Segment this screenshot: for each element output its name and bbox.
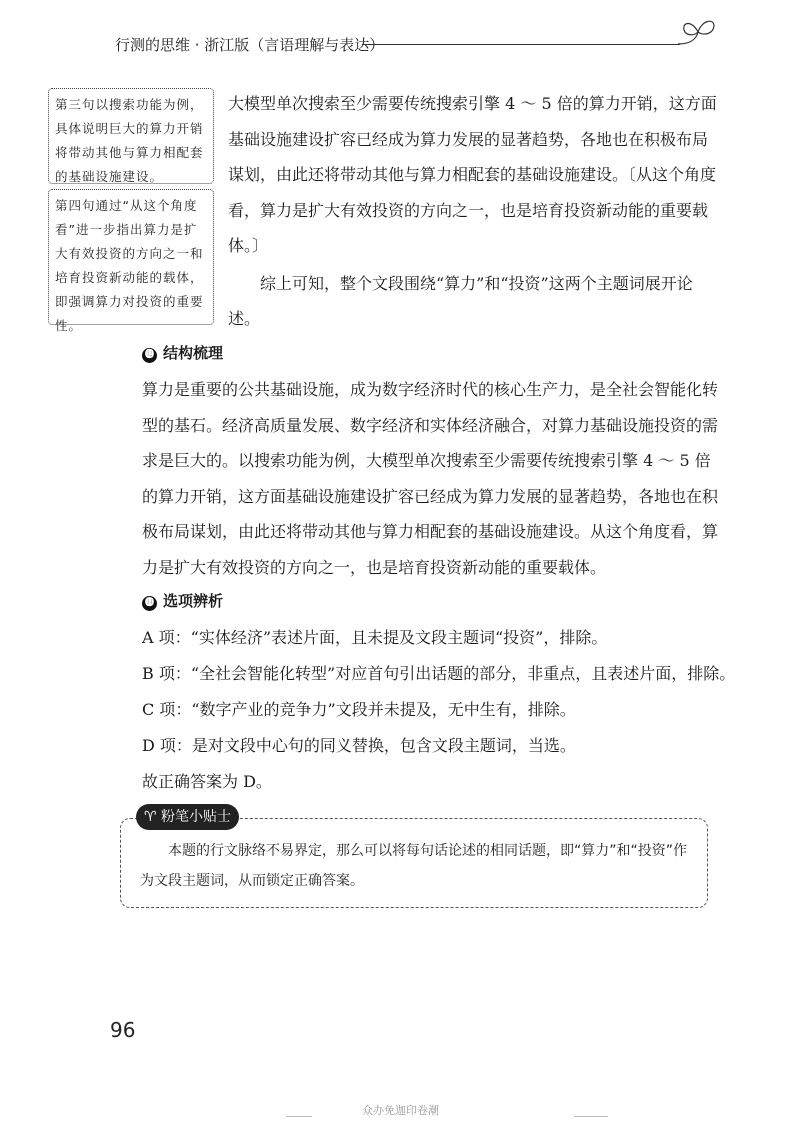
section-number-badge: ⓮ xyxy=(142,596,157,611)
scan-speck xyxy=(286,1116,312,1117)
scan-speck xyxy=(574,1116,608,1117)
section-heading-structure xyxy=(142,342,223,363)
tip-tag xyxy=(136,804,239,830)
analysis-paragraph-block xyxy=(228,86,718,337)
structure-paragraph: 算力是重要的公共基础设施，成为数字经济时代的核心生产力，是全社会智能化转型的基石。经济高质量发展、数字经济和实体经济融合，对算力基础设施投资的需求是巨大的。以搜索功能为例，大模型单次搜索至少需要传统搜索引擎 4 ～ 5 倍的算力开销，这方面基础设施建设扩容已经成为算力发展的显著趋势，各地也在积极布局谋划，由此还将带动其他与算力相配套的基础设施建设。从这个角度看，算力是扩大有效投资的方向之一，也是培育投资新动能的重要载体。 xyxy=(142,380,719,577)
option-a: A 项：“实体经济”表述片面，且未提及文段主题词“投资”，排除。 xyxy=(142,628,608,647)
option-b: B 项：“全社会智能化转型”对应首句引出话题的部分，非重点，且表述片面，排除。 xyxy=(142,664,736,683)
side-note-sentence-three: 第三句以搜索功能为例，具体说明巨大的算力开销将带动其他与算力相配套的基础设施建设。 xyxy=(48,88,214,184)
tip-text: 本题的行文脉络不易界定，那么可以将每句话论述的相同话题，即“算力”和“投资”作为文段主题词，从而锁定正确答案。 xyxy=(140,843,688,889)
running-header-title: 行测的思维 · 浙江版（言语理解与表达） xyxy=(115,36,385,54)
page-number: 96 xyxy=(110,1018,136,1042)
header-rule xyxy=(362,44,680,45)
option-c: C 项：“数字产业的竞争力”文段并未提及，无中生有，排除。 xyxy=(142,700,576,719)
section-title: 结构梳理 xyxy=(163,344,224,362)
side-note-sentence-four: 第四句通过“从这个角度看”进一步指出算力是扩大有效投资的方向之一和培育投资新动能的载体，即强调算力对投资的重要性。 xyxy=(48,189,214,325)
section-heading-options xyxy=(142,590,223,611)
scan-footer-mark: 众办免迦印卷潮 xyxy=(362,1104,439,1117)
section-number-badge: ⓬ xyxy=(142,348,157,363)
tip-tag-label: 粉笔小贴士 xyxy=(161,809,232,825)
sprout-icon: ♈ xyxy=(144,809,157,825)
option-d: D 项：是对文段中心句的同义替换，包含文段主题词，当选。 xyxy=(142,736,576,755)
answer-line: 故正确答案为 D。 xyxy=(142,772,272,791)
analysis-paragraph: 大模型单次搜索至少需要传统搜索引擎 4 ～ 5 倍的算力开销，这方面基础设施建设扩容已经成为算力发展的显著趋势，各地也在积极布局谋划，由此还将带动其他与算力相配套的基础设施建设。〔从这个角度看，算力是扩大有效投资的方向之一，也是培育投资新动能的重要载体。〕 xyxy=(228,94,717,255)
section-title: 选项辨析 xyxy=(163,592,224,610)
sprout-icon xyxy=(676,14,718,54)
summary-paragraph: 综上可知，整个文段围绕“算力”和“投资”这两个主题词展开论述。 xyxy=(228,273,693,328)
structure-paragraph-block xyxy=(142,372,718,585)
option-analysis-list xyxy=(142,620,736,800)
